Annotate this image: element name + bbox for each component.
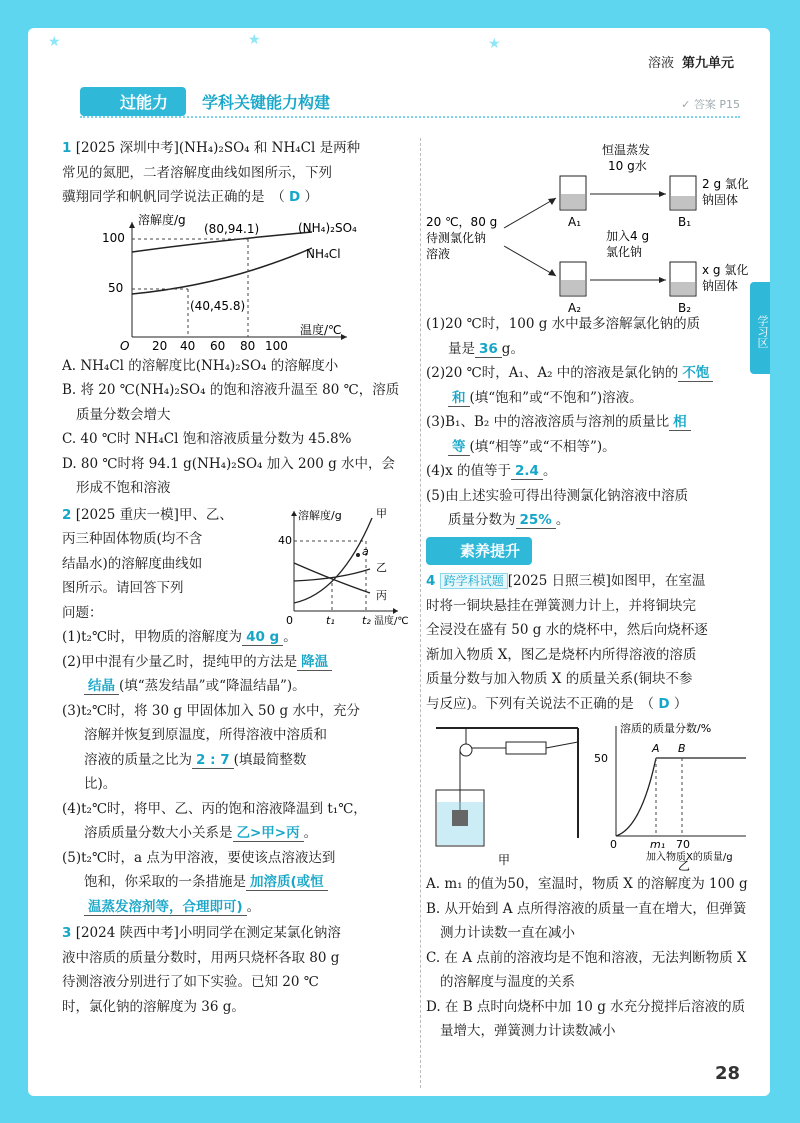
origin-label: O	[120, 338, 130, 353]
ammonium-chloride-curve	[132, 248, 312, 294]
branch-arrow	[504, 246, 556, 276]
experiment-diagram-q3	[426, 136, 756, 315]
question-number: 1	[62, 140, 72, 156]
experiment-figure-q4	[426, 718, 756, 873]
x-tick-label: m₁	[650, 838, 666, 851]
point-label: (80,94.1)	[204, 221, 260, 236]
question-source: [2025 重庆一模]	[75, 506, 179, 523]
section-title: 学科关键能力构建	[202, 92, 331, 112]
x-tick-label: t₁	[326, 613, 335, 627]
diagram-label: 20 ℃，80 g	[426, 215, 498, 229]
question-number: 2	[62, 506, 72, 523]
series-label: 乙	[376, 560, 387, 574]
arrow-label: 恒温蒸发	[602, 143, 651, 157]
option-c: C. 40 ℃时 NH₄Cl 饱和溶液质量分数为 45.8%	[62, 431, 352, 447]
answer-blank: 36	[475, 341, 502, 358]
option-b: B. 将 20 ℃(NH₄)₂SO₄ 的饱和溶液升温至 80 ℃，溶质质量分数会增大	[62, 382, 400, 423]
beaker-label: B₂	[678, 301, 692, 315]
option-a: A. NH₄Cl 的溶解度比(NH₄)₂SO₄ 的溶解度小	[62, 357, 339, 374]
origin-label: 0	[610, 838, 617, 851]
answer-blank: 不饱	[678, 365, 713, 382]
column-divider	[420, 138, 421, 1088]
y-axis-label: 溶解度/g	[298, 508, 342, 522]
point-label: A	[652, 742, 660, 755]
question-tag: 跨学科试题	[440, 573, 508, 589]
side-tab[interactable]: 学习区	[750, 282, 770, 374]
question-3-subquestions: (1)20 ℃时，100 g 水中最多溶解氯化钠的质 量是 36 g。 (2)20 ℃时，A₁、A₂ 中的溶液是氯化钠的 不饱 和 (填“饱和”或“不饱和”)溶液。 (3)B₁、B₂ 中的溶液溶质与溶剂的质量比 相 等 (填“相等”或“不相等”)。 (4)x 的值等于 2.4 。 (5)由上述实验可得出待测氯化钠溶液中溶质 质量分数为 25% 。	[426, 312, 756, 533]
page-number: 28	[714, 1063, 740, 1084]
beaker-label: B₁	[678, 215, 692, 229]
option-b: B. 从开始到 A 点所得溶液的质量一直在增大，但弹簧测力计读数一直在减小	[426, 900, 747, 941]
series-label: 丙	[376, 588, 387, 602]
answer-blank: 2.4	[511, 463, 543, 480]
x-tick-label: 60	[210, 338, 226, 353]
header-topic: 溶液	[647, 56, 674, 71]
diagram-label: x g 氯化	[702, 263, 749, 277]
divider-line	[80, 116, 740, 118]
right-column	[426, 136, 756, 1044]
answer-blank: 温蒸发溶剂等，合理即可)	[84, 899, 247, 916]
answer-blank: 加溶质(或恒	[246, 874, 328, 891]
x-tick-label: 100	[265, 338, 288, 353]
diagram-label: 钠固体	[702, 279, 739, 293]
answer-blank: 和	[448, 390, 470, 407]
question-source: [2024 陕西中考]	[75, 925, 179, 941]
section-banner	[80, 88, 330, 114]
y-axis-label: 溶质的质量分数/%	[620, 722, 712, 735]
diagram-label: 待测氯化钠	[426, 231, 487, 245]
question-number: 4	[426, 573, 436, 589]
page	[28, 28, 770, 1096]
answer-blank: 降温	[297, 654, 332, 671]
arrow-label: 氯化钠	[606, 245, 643, 259]
solubility-chart-q2	[280, 503, 408, 631]
y-tick-label: 100	[102, 230, 125, 245]
question-4: 4 跨学科试题 [2025 日照三模]如图甲，在室温 时将一铜块悬挂在弹簧测力计上，并将铜块完 全浸没在盛有 50 g 水的烧杯中，然后向烧杯逐 渐加入物质 X，图乙是烧杯内所得溶液的溶质 质量分数与加入物质 X 的质量关系(铜块不参 与反应)。下列有关说法不正确的是 （ D ） 甲 溶质的质量分数/% 50 0 A B m₁ 70 加入物质X的质量/g 乙 A. m₁ 的值为50，室温时，物质 X 的溶解度为 100 g B. 从开始到 A 点所得溶液的质量一直在增大，但弹簧测力计读数一直在减小 C. 在 A 点前的溶液均是不饱和溶液，无法判断物质 X 的溶解度与温度的关系 D. 在 B 点时向烧杯中加 10 g 水充分搅拌后溶液的质量增大，弹簧测力计读数减小	[426, 569, 756, 1044]
spring-scale	[506, 742, 546, 754]
question-2: 溶解度/g 40 0 t₁ t₂ 温度/℃ a 甲 乙 丙 2 [2025 重庆一模]甲、乙、 丙三种固体物质(均不含 结晶水)的溶解度曲线如 图所示。请回答下列 问题： (1)t₂℃时，甲物质的溶解度为 40 g 。 (2)甲中混有少量乙时，提纯甲的方法是 降温 结晶 (填“蒸发结晶”或“降温结晶”)。 (3)t₂℃时，将 30 g 甲固体加入 50 g 水中，充分 溶解并恢复到原温度，所得溶液中溶质和 溶液的质量之比为 2 : 7 (填最简整数 比)。 (4)t₂℃时，将甲、乙、丙的饱和溶液降温到 t₁℃， 溶质质量分数大小关系是 乙>甲>丙 。 (5)t₂℃时，a 点为甲溶液，要使该点溶液达到 饱和，你采取的一条措施是 加溶质(或恒 温蒸发溶剂等，合理即可) 。	[62, 503, 408, 920]
question-3: 3 [2024 陕西中考]小明同学在测定某氯化钠溶 液中溶质的质量分数时，用两只烧杯各取 80 g 待测溶液分别进行了如下实验。已知 20 ℃ 时，氯化钠的溶解度为 36 g。	[62, 925, 341, 1015]
y-tick-label: 40	[278, 533, 292, 547]
x-axis-label: 加入物质X的质量/g	[646, 852, 733, 863]
question-1: 1 [2025 深圳中考](NH₄)₂SO₄ 和 NH₄Cl 是两种 常见的氮肥，二者溶解度曲线如图所示，下列 骥翔同学和帆帆同学说法正确的是 （ D ） 溶解度/g 温度/℃ 100 50 O 20 40 60 80 100 (80,94.1) (40,45.8) (NH₄)₂SO₄ NH₄Cl A. NH₄Cl 的溶解度比(NH₄)₂SO₄ 的溶解度小 B. 将 20 ℃(NH₄)₂SO₄ 的饱和溶液升温至 80 ℃，溶质质量分数会增大 C. 40 ℃时 NH₄Cl 饱和溶液质量分数为 45.8% D. 80 ℃时将 94.1 g(NH₄)₂SO₄ 加入 200 g 水中，会形成不饱和溶液	[62, 136, 408, 501]
answer-choice: D	[289, 189, 301, 205]
mass-fraction-curve	[616, 758, 656, 836]
section-tag: 过能力	[80, 87, 186, 116]
diagram-label: 溶液	[426, 247, 451, 261]
answer-blank: 乙>甲>丙	[233, 825, 304, 842]
answer-blank: 等	[448, 439, 470, 456]
answer-blank: 结晶	[84, 678, 119, 695]
x-tick-label: 80	[240, 338, 256, 353]
arrow-label: 加入4 g	[606, 229, 650, 243]
pulley	[460, 744, 472, 756]
point-label: (40,45.8)	[190, 298, 246, 313]
figure-label: 甲	[498, 853, 511, 867]
option-d: D. 80 ℃时将 94.1 g(NH₄)₂SO₄ 加入 200 g 水中，会形成不饱和溶液	[62, 455, 396, 496]
origin-label: 0	[286, 613, 293, 627]
diagram-label: 钠固体	[702, 193, 739, 207]
option-d: D. 在 B 点时向烧杯中加 10 g 水充分搅拌后溶液的质量增大，弹簧测力计读数减小	[426, 998, 746, 1039]
header-unit: 第九单元	[681, 56, 734, 71]
question-number: 3	[62, 925, 72, 941]
x-tick-label: 40	[180, 338, 196, 353]
question-source: [2025 日照三模]	[507, 573, 611, 589]
x-tick-label: 20	[152, 338, 168, 353]
x-axis-label: 温度/℃	[374, 615, 409, 627]
point-label: B	[678, 742, 686, 755]
question-source: [2025 深圳中考]	[75, 140, 179, 156]
answer-blank: 相	[669, 414, 691, 431]
y-tick-label: 50	[108, 280, 124, 295]
x-axis-label: 温度/℃	[300, 322, 342, 337]
beaker-label: A₁	[568, 215, 582, 229]
star-icon: ★	[488, 36, 501, 52]
star-icon: ★	[248, 32, 261, 48]
left-column	[62, 136, 408, 1019]
option-c: C. 在 A 点前的溶液均是不饱和溶液，无法判断物质 X 的溶解度与温度的关系	[426, 949, 747, 990]
figure-label: 乙	[678, 859, 691, 873]
running-header	[648, 52, 734, 71]
series-label: 甲	[376, 506, 387, 520]
star-icon: ★	[48, 34, 61, 50]
branch-arrow	[504, 198, 556, 228]
answer-blank: 25%	[516, 512, 556, 529]
diagram-label: 2 g 氯化	[702, 177, 749, 191]
answer-blank: 2 : 7	[192, 752, 234, 769]
copper-block	[452, 810, 468, 826]
answer-reference: ✓ 答案 P15	[681, 98, 740, 111]
y-axis-label: 溶解度/g	[138, 212, 186, 227]
solubility-chart-q1	[62, 212, 382, 352]
answer-blank: 40 g	[242, 629, 283, 646]
beaker-label: A₂	[568, 301, 582, 315]
answer-choice: D	[658, 695, 670, 712]
series-label: (NH₄)₂SO₄	[298, 220, 357, 235]
arrow-label: 10 g水	[608, 159, 647, 173]
option-a: A. m₁ 的值为50，室温时，物质 X 的溶解度为 100 g	[426, 876, 748, 892]
point-a	[356, 553, 360, 557]
point-label: a	[362, 544, 369, 558]
boost-banner: 素养提升	[426, 537, 532, 566]
series-label: NH₄Cl	[306, 246, 341, 261]
x-tick-label: t₂	[362, 613, 371, 627]
x-tick-label: 70	[676, 838, 690, 851]
y-tick-label: 50	[594, 752, 608, 765]
